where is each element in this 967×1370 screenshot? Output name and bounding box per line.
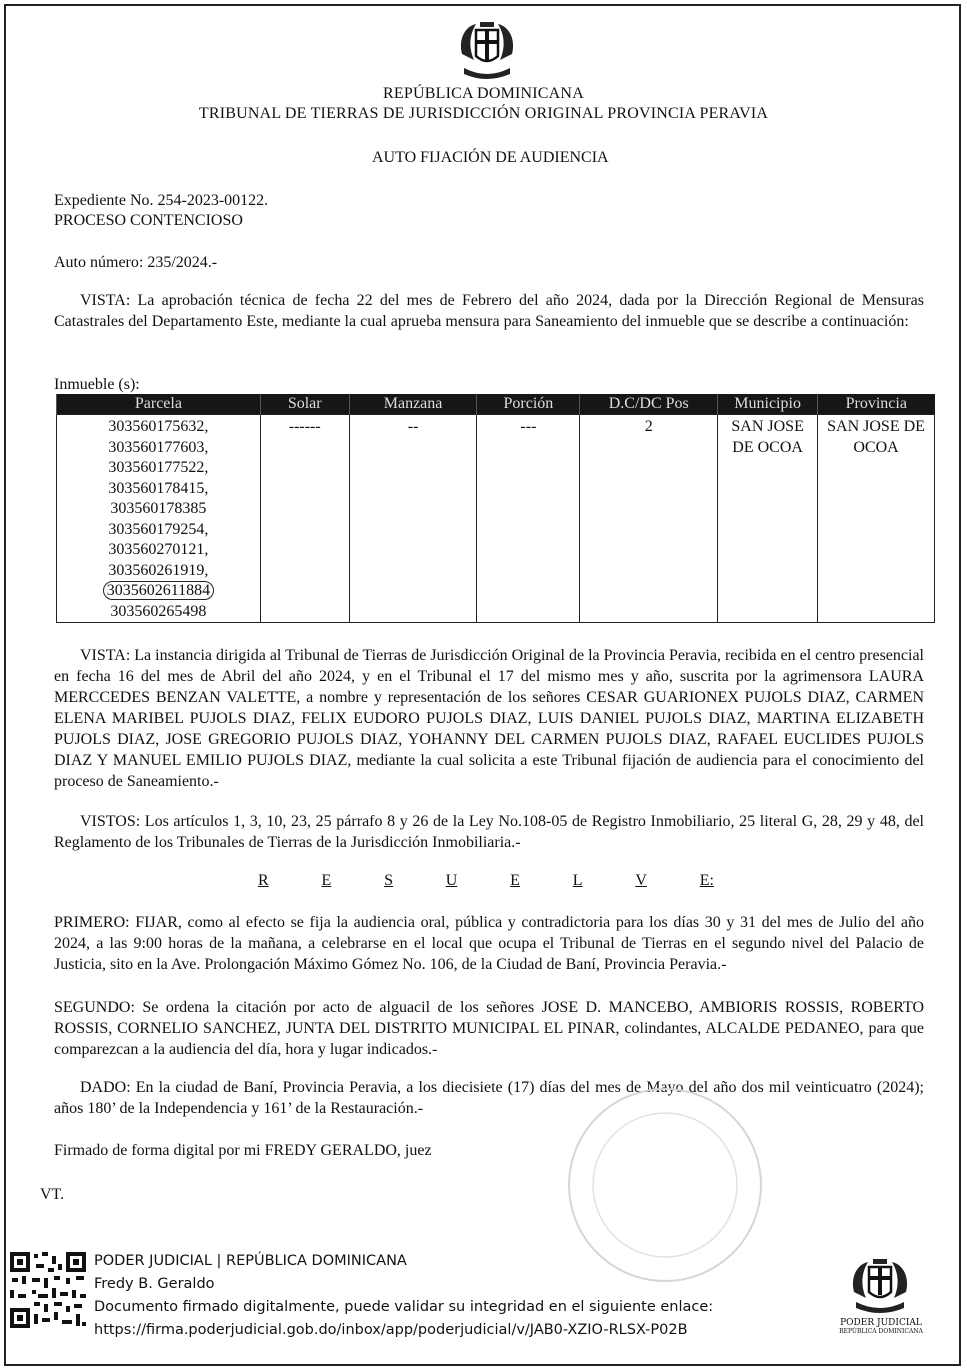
- footer-institution: PODER JUDICIAL | REPÚBLICA DOMINICANA: [94, 1253, 407, 1269]
- segundo-paragraph: SEGUNDO: Se ordena la citación por acto de alguacil de los señores JOSE D. MANCEBO, AMBIORIS ROSSIS, ROBERTO ROSSIS, CORNELIO SANCHEZ, JUNTA DEL DISTRITO MUNICIPAL EL PINAR, colindantes, ALCALDE PEDANEO, para que comparezcan a la audiencia del día, hora y lugar indicados.-: [54, 999, 924, 1058]
- table-row: [57, 415, 935, 623]
- parcela-item: 303560178415,: [108, 479, 209, 497]
- vista-paragraph-1: VISTA: La aprobación técnica de fecha 22 del mes de Febrero del año 2024, dada por la Dirección Regional de Mensuras Catastrales del Departamento Este, mediante la cual aprueba mensura para Saneamiento del inmueble que se describe a continuación:: [54, 292, 924, 330]
- solar-cell: ------: [260, 415, 349, 623]
- signature-line: Firmado de forma digital por mi FREDY GERALDO, juez: [54, 1142, 432, 1159]
- parcela-item: 303560265498: [110, 602, 207, 620]
- col-header-provincia: Provincia: [818, 394, 935, 415]
- resuelve-letter: V: [635, 872, 647, 889]
- resuelve-heading: [258, 872, 714, 890]
- resuelve-letter: E: [510, 872, 520, 889]
- col-header-municipio: Municipio: [718, 394, 818, 415]
- resuelve-letter: L: [572, 872, 583, 889]
- parcela-cell: [57, 415, 261, 623]
- resuelve-letter: R: [258, 872, 269, 889]
- resuelve-letter: U: [445, 872, 458, 889]
- table-header-row: [57, 394, 935, 415]
- parcela-item: 303560177522,: [108, 459, 209, 476]
- parcela-item: 303560177603,: [108, 438, 209, 456]
- col-header-porcion: Porción: [477, 394, 580, 415]
- municipio-cell: SAN JOSE DE OCOA: [718, 415, 818, 623]
- expediente-number: Expediente No. 254-2023-00122.: [54, 192, 269, 209]
- proceso-type: PROCESO CONTENCIOSO: [54, 212, 243, 229]
- inmueble-label: Inmueble (s):: [54, 376, 140, 393]
- parcela-item: 303560175632,: [108, 418, 209, 435]
- inmueble-table: [56, 394, 935, 623]
- resuelve-letter: E: [321, 872, 332, 889]
- parcela-item: 303560261919,: [108, 561, 209, 579]
- auto-number: Auto número: 235/2024.-: [54, 254, 218, 271]
- provincia-cell: SAN JOSE DE OCOA: [818, 415, 935, 623]
- dado-paragraph: DADO: En la ciudad de Baní, Provincia Peravia, a los diecisiete (17) días del mes de Mayo del año dos mil veinticuatro (2024); años 180’ de la Independencia y 161’ de la Restauración.-: [54, 1079, 924, 1117]
- coat-of-arms-icon: [456, 20, 518, 82]
- document-title: AUTO FIJACIÓN DE AUDIENCIA: [372, 149, 609, 166]
- header-country: REPÚBLICA DOMINICANA: [383, 85, 584, 102]
- poder-judicial-seal-icon: [848, 1258, 912, 1316]
- col-header-manzana: Manzana: [349, 394, 477, 415]
- footer-signer: Fredy B. Geraldo: [94, 1276, 215, 1292]
- manzana-cell: --: [349, 415, 477, 623]
- initials: VT.: [40, 1186, 65, 1203]
- porcion-cell: ---: [477, 415, 580, 623]
- parcela-item: 303560270121,: [108, 541, 209, 558]
- resuelve-letter: S: [384, 872, 393, 889]
- primero-paragraph: PRIMERO: FIJAR, como al efecto se fija la audiencia oral, pública y contradictoria para los días 30 y 31 del mes de Julio del año 2024, a las 9:00 horas de la mañana, a celebrarse en el local que ocupa el Tribunal de Tierras en el segundo nivel del Palacio de Justicia, sito en la Ave. Prolongación Máximo Gómez No. 106, de la Ciudad de Baní, Provincia Peravia.-: [54, 914, 924, 973]
- parcela-item: 303560178385: [110, 500, 207, 517]
- header-court: TRIBUNAL DE TIERRAS DE JURISDICCIÓN ORIGINAL PROVINCIA PERAVIA: [198, 105, 769, 122]
- parcela-item: 303560179254,: [108, 520, 209, 538]
- col-header-dc: D.C/DC Pos: [580, 394, 718, 415]
- qr-code-icon[interactable]: [8, 1250, 88, 1330]
- seal-caption-top: PODER JUDICIAL: [840, 1318, 922, 1328]
- parcela-item-circled: 3035602611884: [103, 581, 214, 600]
- footer-validation-link[interactable]: https://firma.poderjudicial.gob.do/inbox/app/poderjudicial/v/JAB0-XZIO-RLSX-P02B: [94, 1322, 688, 1338]
- footer-validation-text: Documento firmado digitalmente, puede validar su integridad en el siguiente enlace:: [94, 1299, 714, 1315]
- seal-caption-bottom: REPÚBLICA DOMINICANA: [839, 1328, 923, 1335]
- vistos-paragraph: VISTOS: Los artículos 1, 3, 10, 23, 25 párrafo 8 y 26 de la Ley No.108-05 de Registro Inmobiliario, 25 literal G, 28, 29 y 48, del Reglamento de los Tribunales de Tierras de la Jurisdicción Inmobiliaria.-: [54, 813, 924, 851]
- dc-cell: 2: [580, 415, 718, 623]
- resuelve-letter: E:: [699, 872, 714, 889]
- vista-paragraph-2: VISTA: La instancia dirigida al Tribunal de Tierras de Jurisdicción Original de la Provincia Peravia, recibida en el centro presencial en fecha 16 del mes de Abril del año 2024, y en el Tribunal el 17 del mismo mes y año, suscrita por la agrimensora LAURA MERCCEDES BENZAN VALETTE, a nombre y representación de los señores CESAR GUARIONEX PUJOLS DIAZ, CARMEN ELENA MARIBEL PUJOLS DIAZ, FELIX EUDORO PUJOLS DIAZ, LUIS DANIEL PUJOLS DIAZ, MARTINA ELIZABETH PUJOLS DIAZ, JOSE GREGORIO PUJOLS DIAZ, YOHANNY DEL CARMEN PUJOLS DIAZ, RAFAEL EUCLIDES PUJOLS DIAZ Y MANUEL EMILIO PUJOLS DIAZ, mediante la cual solicita a este Tribunal fijación de audiencia para el conocimiento del proceso de Saneamiento.-: [54, 647, 924, 790]
- col-header-parcela: Parcela: [57, 394, 261, 415]
- col-header-solar: Solar: [260, 394, 349, 415]
